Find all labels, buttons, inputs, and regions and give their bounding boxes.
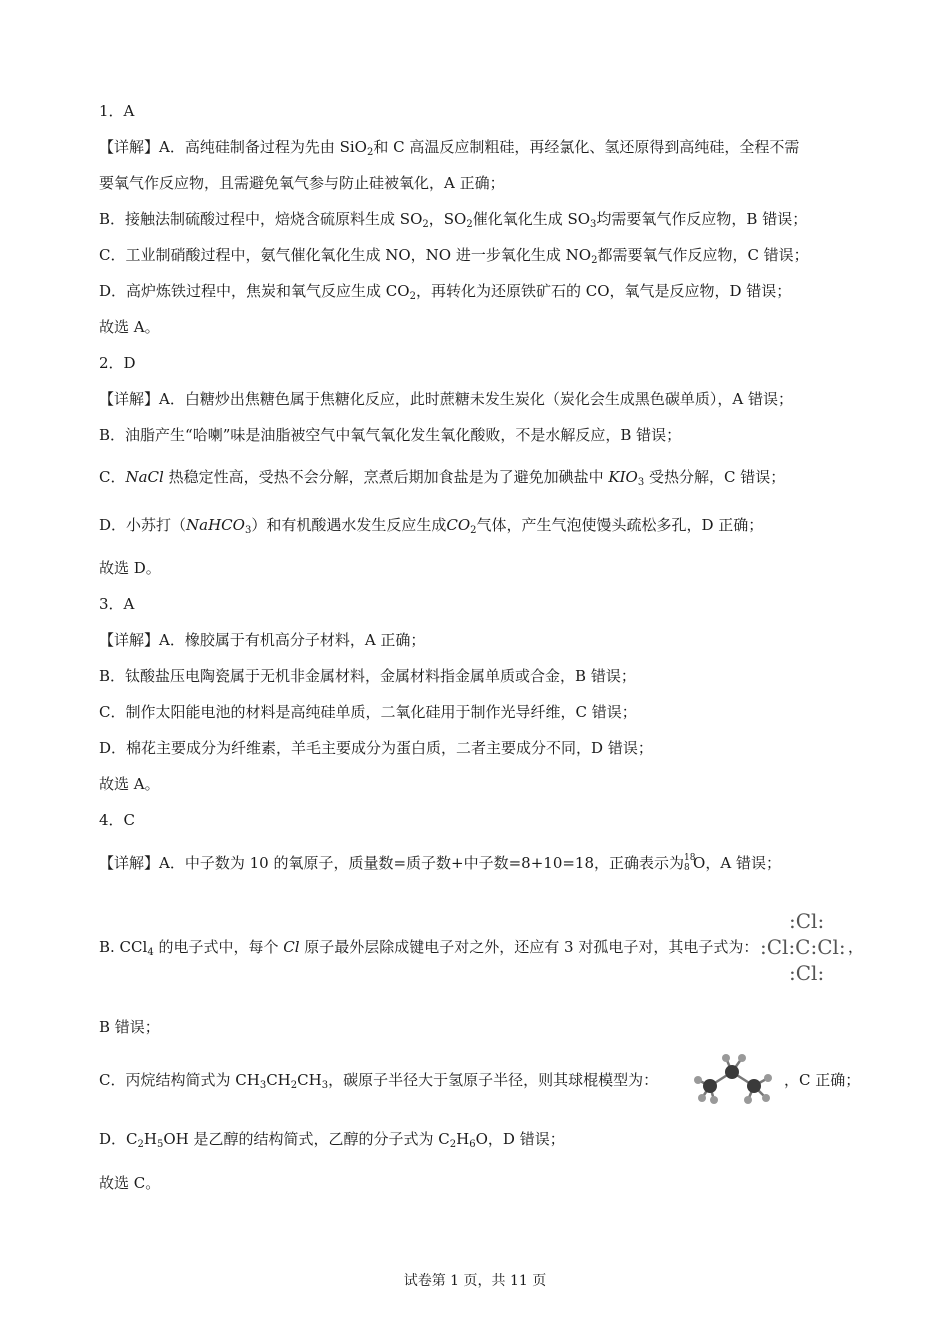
q4-d-s7: 6	[469, 1139, 476, 1150]
q4-option-b	[99, 937, 758, 957]
q4-a-t4: ，A 错误；	[705, 854, 781, 872]
q2-c-t5: 受热分解，C 错误；	[644, 468, 786, 486]
q2-option-c	[99, 467, 785, 487]
q2-option-d	[99, 515, 763, 535]
q4-c-s3: 2	[290, 1080, 298, 1091]
page-footer: 试卷第 1 页，共 11 页	[403, 1273, 547, 1289]
q4-b-end: B 错误；	[99, 1018, 160, 1036]
q4-detail-a	[99, 853, 781, 873]
q3-conclusion: 故选 A。	[99, 775, 160, 793]
q2-detail-a: 【详解】A．白糖炒出焦糖色属于焦糖化反应，此时蔗糖未发生炭化（炭化会生成黑色碳单质），A 错误；	[99, 390, 793, 408]
q1-d-t2: ，再转化为还原铁矿石的 CO，氧气是反应物，D 错误；	[415, 282, 792, 300]
q4-c-t0: C．丙烷结构简式为 CH	[99, 1071, 260, 1089]
q2-c-t0: C．	[99, 468, 126, 486]
q1-c-t2: 都需要氧气作反应物，C 错误；	[597, 246, 809, 264]
ccl4-electron-formula	[758, 904, 858, 990]
q4-c-end: ，C 正确；	[784, 1071, 861, 1089]
q4-c-t4: CH	[297, 1071, 322, 1089]
lewis-top: :Cl:	[789, 909, 825, 933]
q2-c-s4: 3	[637, 477, 645, 488]
q4-d-s1: 2	[137, 1139, 144, 1150]
q1-detail-a-sub: 2	[366, 147, 374, 158]
q2-d-t3: ）和有机酸遇水发生反应生成	[251, 516, 447, 534]
lewis-bottom: :Cl:	[789, 961, 825, 985]
propane-ball-stick-model	[686, 1050, 784, 1106]
q1-answer: 1．A	[99, 102, 135, 120]
q4-answer: 4．C	[99, 811, 136, 829]
q1-b-s3: 2	[466, 219, 473, 230]
q2-d-formula1: NaHCO	[186, 516, 245, 534]
q1-c-t0: C．工业制硝酸过程中，氨气催化氧化生成 NO，NO 进一步氧化生成 NO	[99, 246, 592, 264]
q4-mass-number: 18	[684, 853, 696, 863]
q4-c-t2: CH	[266, 1071, 291, 1089]
q4-c-s1: 3	[259, 1080, 267, 1091]
q1-b-t6: 均需要氧气作反应物，B 错误；	[596, 210, 808, 228]
q4-b-s1: 4	[147, 947, 154, 958]
q1-c-s1: 2	[591, 255, 598, 266]
q1-option-c	[99, 245, 809, 265]
q4-option-c	[99, 1070, 658, 1090]
lewis-mid: :Cl:C:Cl:	[760, 935, 846, 959]
q1-detail-a-rest: 和 C 高温反应制粗硅，再经氯化、氢还原得到高纯硅，全程不需	[373, 138, 800, 156]
q4-d-t0: D．C	[99, 1130, 138, 1148]
q4-b-t4: 原子最外层除成键电子对之外，还应有 3 对孤电子对，其电子式为：	[299, 938, 759, 956]
q1-detail-a	[99, 137, 799, 157]
q1-detail-a-text: 【详解】A．高纯硅制备过程为先由 SiO	[99, 138, 367, 156]
q2-option-b: B．油脂产生“哈喇”味是油脂被空气中氧气氧化发生氧化酸败，不是水解反应，B 错误；	[99, 426, 682, 444]
q1-conclusion: 故选 A。	[99, 318, 160, 336]
q1-d-s1: 2	[409, 291, 416, 302]
q4-a-t0: 【详解】A．中子数为 10 的氧原子，质量数=质子数+中子数=8+10=18，正确表示为	[99, 854, 685, 872]
q3-answer: 3．A	[99, 595, 135, 613]
q1-detail-a-line2: 要氧气作反应物，且需避免氧气参与防止硅被氧化，A 正确；	[99, 174, 505, 192]
q4-d-s3: 5	[156, 1139, 164, 1150]
q2-conclusion: 故选 D。	[99, 559, 161, 577]
q1-option-d	[99, 281, 791, 301]
q1-option-b	[99, 209, 807, 229]
q2-c-t2: 热稳定性高，受热不会分解，烹煮后期加食盐是为了避免加碘盐中	[163, 468, 609, 486]
q2-c-formula1: NaCl	[125, 468, 164, 486]
q4-a-element: O	[693, 854, 706, 872]
q4-d-t2: H	[143, 1130, 157, 1148]
q2-d-t6: 气体，产生气泡使馒头疏松多孔，D 正确；	[476, 516, 764, 534]
q1-b-t2: ，SO	[428, 210, 467, 228]
q4-proton-number: 8	[684, 863, 690, 873]
q4-b-cl: Cl	[283, 938, 300, 956]
q4-b-t0: B. CCl	[99, 938, 148, 956]
q4-isotope	[684, 853, 696, 873]
q1-b-s1: 2	[422, 219, 429, 230]
q2-d-t0: D．小苏打（	[99, 516, 187, 534]
q4-b-comma: ，	[848, 938, 864, 956]
q4-d-t6: H	[456, 1130, 470, 1148]
q4-c-s5: 3	[321, 1080, 329, 1091]
q2-d-s2: 3	[244, 525, 252, 536]
q3-option-c: C．制作太阳能电池的材料是高纯硅单质，二氧化硅用于制作光导纤维，C 错误；	[99, 703, 637, 721]
q2-c-formula2: KIO	[608, 468, 638, 486]
q1-b-t0: B．接触法制硫酸过程中，焙烧含硫原料生成 SO	[99, 210, 423, 228]
q4-d-t4: OH 是乙醇的结构简式，乙醇的分子式为 C	[163, 1130, 450, 1148]
q3-detail-a: 【详解】A．橡胶属于有机高分子材料，A 正确；	[99, 631, 426, 649]
q3-option-b: B．钛酸盐压电陶瓷属于无机非金属材料，金属材料指金属单质或合金，B 错误；	[99, 667, 636, 685]
q1-d-t0: D．高炉炼铁过程中，焦炭和氧气反应生成 CO	[99, 282, 410, 300]
q2-d-formula2: CO	[446, 516, 471, 534]
q4-d-s5: 2	[449, 1139, 457, 1150]
q4-b-t2: 的电子式中，每个	[153, 938, 284, 956]
q1-b-s5: 3	[590, 219, 597, 230]
q1-b-t4: 催化氧化生成 SO	[472, 210, 591, 228]
q4-conclusion: 故选 C。	[99, 1174, 161, 1192]
q4-d-t8: O，D 错误；	[475, 1130, 565, 1148]
q2-d-s5: 2	[470, 525, 477, 536]
q4-c-t6: ，碳原子半径大于氢原子半径，则其球棍模型为：	[328, 1071, 659, 1089]
q4-option-d	[99, 1129, 565, 1149]
q2-answer: 2．D	[99, 354, 136, 372]
q3-option-d: D．棉花主要成分为纤维素，羊毛主要成分为蛋白质，二者主要成分不同，D 错误；	[99, 739, 653, 757]
